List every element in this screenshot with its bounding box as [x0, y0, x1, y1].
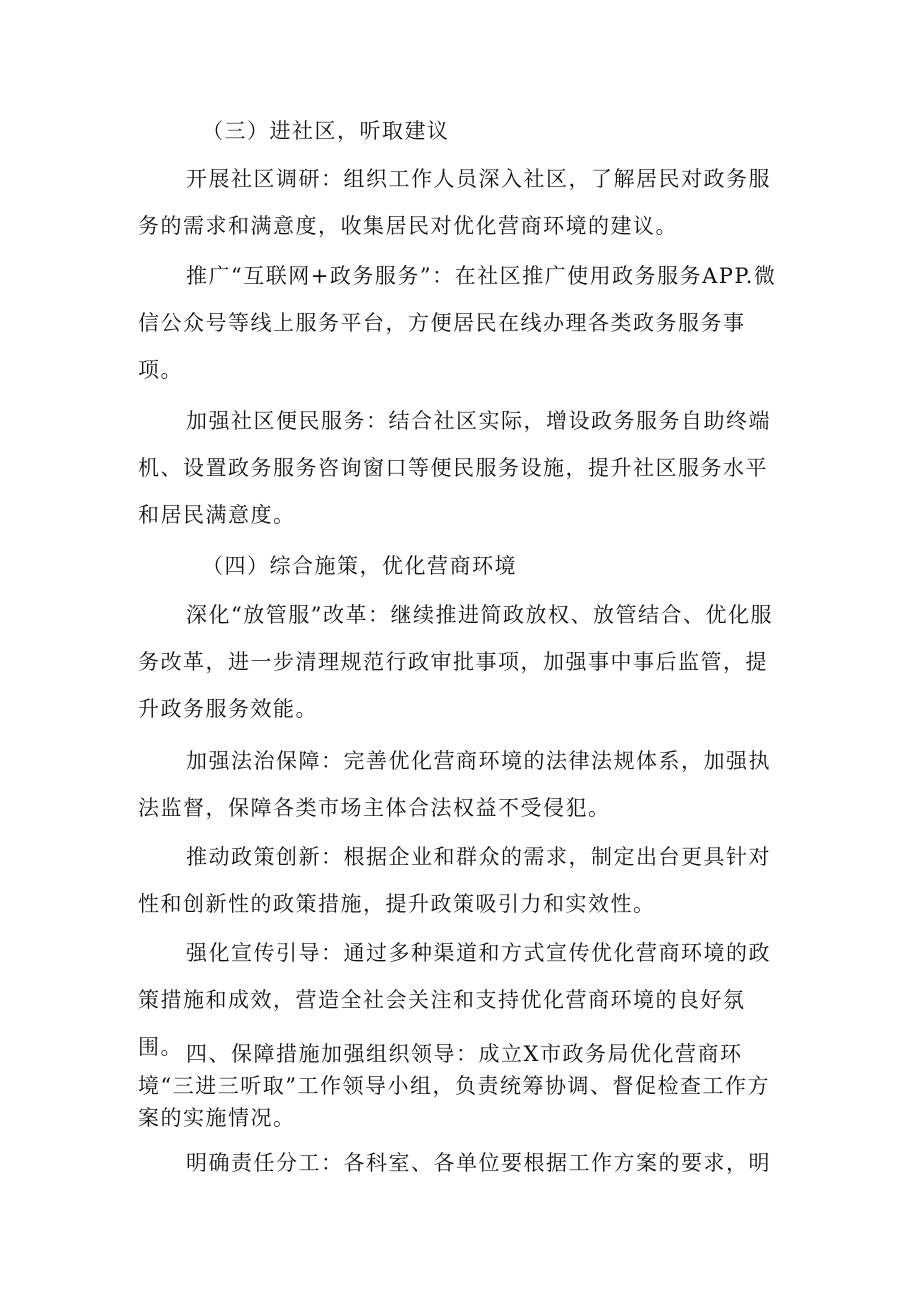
- paragraph-publicity: 强化宣传引导：通过多种渠道和方式宣传优化营商环境的政策措施和成效，营造全社会关注和支持优化营商环境的良好氛围。: [138, 941, 771, 1059]
- paragraph-internet-services: 推广“互联网+政务服务”：在社区推广使用政务服务APP.微信公众号等线上服务平台，方便居民在线办理各类政务服务事项。: [138, 264, 777, 382]
- paragraph-community-research: 开展社区调研：组织工作人员深入社区，了解居民对政务服务的需求和满意度，收集居民对优化营商环境的建议。: [138, 167, 771, 238]
- section-heading-4: （四）综合施策，优化营商环境: [202, 554, 517, 578]
- section-heading-3: （三）进社区，听取建议: [202, 119, 450, 143]
- paragraph-legal-protection: 加强法治保障：完善优化营商环境的法律法规体系，加强执法监督，保障各类市场主体合法权益不受侵犯。: [138, 749, 771, 820]
- paragraph-policy-innovation: 推动政策创新：根据企业和群众的需求，制定出台更具针对性和创新性的政策措施，提升政策吸引力和实效性。: [138, 845, 771, 916]
- paragraph-community-convenience: 加强社区便民服务：结合社区实际，增设政务服务自助终端机、设置政务服务咨询窗口等便民服务设施，提升社区服务水平和居民满意度。: [138, 409, 771, 527]
- paragraph-reform: 深化“放管服”改革：继续推进简政放权、放管结合、优化服务改革，进一步清理规范行政审批事项，加强事中事后监管，提升政务服务效能。: [138, 603, 773, 721]
- paragraph-safeguards: 四、保障措施加强组织领导：成立X市政务局优化营商环境“三进三听取”工作领导小组，负责统筹协调、督促检查工作方案的实施情况。: [138, 1042, 770, 1130]
- paragraph-responsibility: 明确责任分工：各科室、各单位要根据工作方案的要求，明: [186, 1151, 771, 1175]
